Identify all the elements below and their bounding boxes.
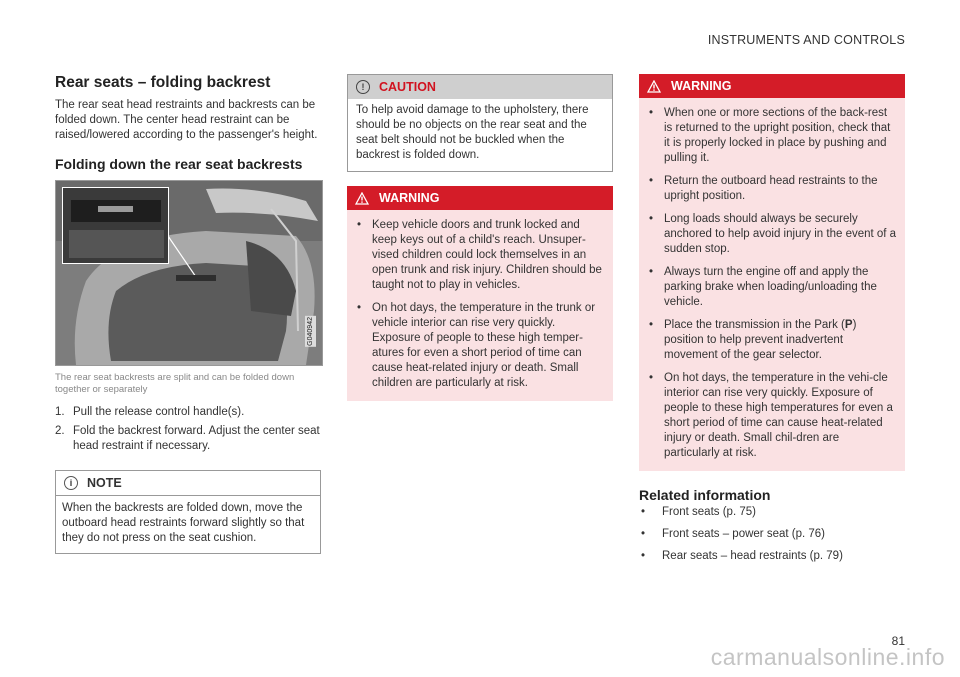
warning-item: • When one or more sections of the back-rest is returned to the upright position, check that it is properly locked in place by pushing and pulling it. (647, 106, 897, 166)
related-title: Related information (639, 487, 771, 503)
caution-text: To help avoid damage to the upholstery, there should be no objects on the rear seat and the seat belt should not be buckled when the backrest is folded down. (356, 104, 589, 161)
warning-item: • On hot days, the temperature in the trunk or vehicle interior can rise very quickly. Exposure of people to these high temper-atures for even a short period of time can cause heat-related injury or death. Small children are particularly at risk. (355, 301, 605, 391)
caution-label: CAUTION (379, 80, 436, 94)
warning-list (355, 218, 605, 391)
warning-header (347, 186, 613, 210)
figure-caption: The rear seat backrests are split and can be folded down together or separately (55, 372, 295, 395)
warning-box-loading (639, 74, 905, 471)
info-icon: i (64, 476, 78, 490)
caution-header (348, 75, 612, 99)
step-item: 2. Fold the backrest forward. Adjust the center seat head restraint if necessary. (55, 425, 320, 452)
related-link-front-seats[interactable]: • Front seats (p. 75) (639, 505, 905, 520)
warning-label: WARNING (379, 191, 440, 205)
note-text: When the backrests are folded down, move the outboard head restraints forward slightly so that they do not press on the seat cushion. (62, 502, 305, 544)
warning-body (347, 210, 613, 401)
warning-item: • Always turn the engine off and apply the parking brake when loading/unloading the vehicle. (647, 265, 897, 310)
exclamation-icon: ! (356, 80, 370, 94)
intro-paragraph: The rear seat head restraints and backrests can be folded down. The center head restraint can be raised/lowered according to the passenger's height. (55, 99, 318, 141)
warning-item: • On hot days, the temperature in the vehi-cle interior can rise very quickly. Exposure of people to these high temperatures for even a short period of time can cause heat-related injury or death. Small chil-dren are particularly at risk. (647, 371, 897, 461)
warning-triangle-icon (355, 192, 369, 205)
watermark: carmanualsonline.info (710, 644, 945, 670)
section-subtitle: Folding down the rear seat backrests (55, 156, 303, 172)
warning-item: • Place the transmission in the Park (P) position to help prevent inadvertent movement of the gear selector. (647, 318, 897, 363)
warning-box-trunk (347, 186, 613, 401)
warning-body (639, 98, 905, 471)
step-item: 1. Pull the release control handle(s). (55, 406, 245, 418)
note-box (55, 470, 321, 554)
warning-header (639, 74, 905, 98)
note-header (56, 471, 320, 496)
section-header: INSTRUMENTS AND CONTROLS (707, 33, 905, 47)
warning-triangle-icon (647, 80, 661, 93)
related-list (639, 505, 905, 564)
column-middle (347, 74, 613, 401)
park-gear-letter: P (844, 319, 853, 331)
image-code: G040942 (307, 317, 314, 346)
warning-label: WARNING (671, 79, 732, 93)
related-information (639, 487, 905, 564)
warning-item: • Return the outboard head restraints to the upright position. (647, 174, 897, 204)
page-title: Rear seats – folding backrest (55, 74, 271, 91)
related-link-head-restraints[interactable]: • Rear seats – head restraints (p. 79) (639, 549, 905, 564)
related-link-power-seat[interactable]: • Front seats – power seat (p. 76) (639, 527, 905, 542)
warning-item: • Keep vehicle doors and trunk locked and keep keys out of a child's reach. Unsuper-vised children could lock themselves in an open trunk and risk injury. Children should be taught not to play in vehicles. (355, 218, 605, 293)
warning-list (647, 106, 897, 461)
column-left (55, 74, 321, 554)
warning-item: • Long loads should always be securely anchored to help avoid injury in the event of a sudden stop. (647, 212, 897, 257)
note-label: NOTE (87, 476, 122, 490)
page-number: 81 (891, 634, 905, 648)
release-handle-inset (62, 187, 169, 264)
inset-detail-image (63, 188, 168, 263)
caution-box (347, 74, 613, 172)
column-right (639, 74, 905, 571)
steps-list (55, 405, 321, 454)
trunk-illustration (55, 180, 323, 366)
